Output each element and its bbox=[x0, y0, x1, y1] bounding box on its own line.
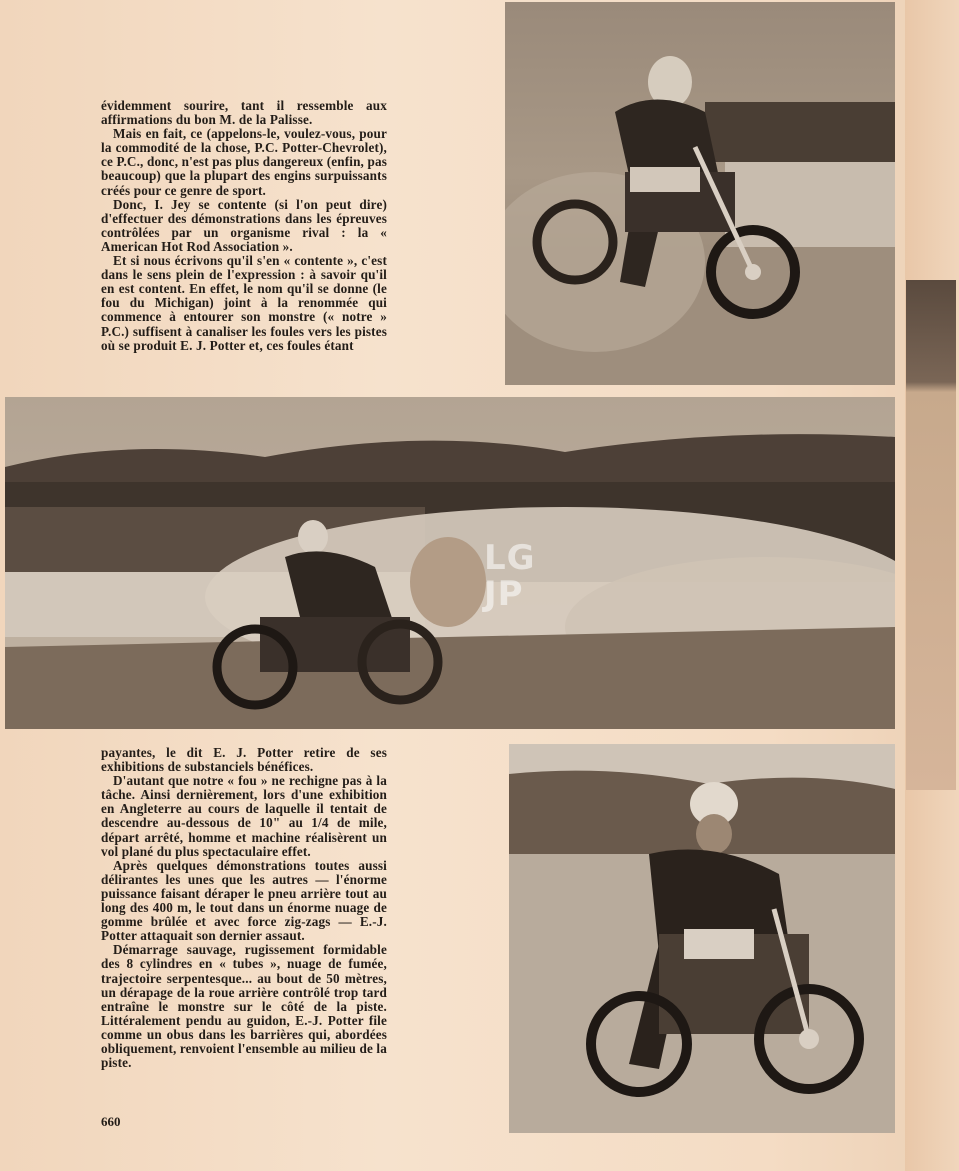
paragraph: Mais en fait, ce (appelons-le, voulez-vous, pour la commodité de la chose, P.C. Potter-Chevrolet), ce P.C., donc, n'est pas plus dangereux (enfin, pas beaucoup) que la plupart des engins surpuissants créés pour ce genre de sport. bbox=[101, 126, 387, 198]
article-text-top bbox=[101, 99, 387, 353]
paragraph: Démarrage sauvage, rugissement formidable des 8 cylindres en « tubes », nuage de fumée, trajectoire serpentesque... au bout de 50 mètres, un dérapage de la roue arrière contrôlé trop tard entraîne le monstre sur le côté de la piste. Littéralement pendu au guidon, E.-J. Potter file comme un obus dans les barrières qui, abordées obliquement, renvoient l'ensemble au milieu de la piste. bbox=[101, 942, 387, 1071]
page-number: 660 bbox=[101, 1114, 121, 1129]
photo-rider-portrait bbox=[509, 744, 895, 1133]
watermark-line2: JP bbox=[484, 574, 524, 614]
watermark-line1: LG bbox=[484, 538, 536, 578]
photo-wheelie bbox=[505, 2, 895, 385]
paragraph: Après quelques démonstrations toutes aussi délirantes les unes que les autres — l'énorme puissance faisant déraper le pneu arrière tout au long des 400 m, le tout dans un énorme nuage de gomme brûlée et avec force zig-zags — E.-J. Potter attaquait son dernier assaut. bbox=[101, 857, 387, 944]
paragraph: évidemment sourire, tant il ressemble aux affirmations du bon M. de la Palisse. bbox=[101, 98, 387, 128]
paragraph: payantes, le dit E. J. Potter retire de ses exhibitions de substanciels bénéfices. bbox=[101, 745, 387, 775]
article-text-bottom bbox=[101, 746, 387, 1070]
watermark-logo bbox=[484, 540, 536, 612]
next-page-edge-photo bbox=[906, 280, 956, 790]
paragraph: Donc, I. Jey se contente (si l'on peut dire) d'effectuer des démonstrations dans les épreuves contrôlées par un organisme rival : la « American Hot Rod Association ». bbox=[101, 196, 387, 254]
photo-burnout-crowd bbox=[5, 397, 895, 729]
paragraph: Et si nous écrivons qu'il s'en « contente », c'est dans le sens plein de l'expression : à savoir qu'il en est content. En effet, le nom qu'il se donne (le fou du Michigan) joint à la renommée qui commence à entourer son monstre (« notre » P.C.) suffisent à canaliser les foules vers les pistes où se produit E. J. Potter et, ces foules étant bbox=[101, 253, 387, 353]
paragraph: D'autant que notre « fou » ne rechigne pas à la tâche. Ainsi dernièrement, lors d'une exhibition en Angleterre au cours de laquelle il tentait de descendre au-dessous de 10" au 1/4 de mile, départ arrêté, homme et machine réalisèrent un vol plané du plus spectaculaire effet. bbox=[101, 773, 387, 859]
